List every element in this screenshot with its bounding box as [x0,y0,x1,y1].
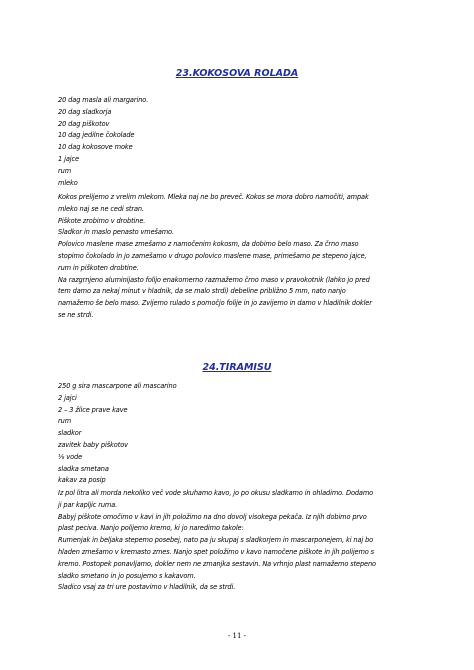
preparation-line: Rumenjak in beljaka stepemo posebej, nato pa ju skupaj s sladkorjem in mascarponejem, ki naj bo [58,536,374,545]
ingredient-line: 20 dag masla ali margarino. [58,96,149,104]
ingredient-line: mleko [58,178,78,187]
ingredient-line: 2 – 3 žlice prave kave [58,405,128,414]
preparation-line: Babyj piškote omočimo v kavi in jih položimo na dno dovolj visokega pekača. Iz njih dobimo prvo [58,512,367,521]
preparation-line: Kokos prelijemo z vrelim mlekom. Mleka naj ne bo preveč. Kokos se mora dobro namočiti, ampak [58,193,369,201]
preparation-line: kremo. Postopek ponavljamo, dokler nem ne zmanjka sestavin. Na vrhnjo plast namažemo stepeno [58,559,376,568]
preparation-line: hladen zmešamo v kremasto zmes. Nanjo spet položimo v kavo namočene piškote in jih polijemo s [58,547,374,556]
preparation-line: plast peciva. Nanjo polijemo kremo, ki jo naredimo takole: [58,524,244,533]
ingredient-line: sladka smetana [58,464,109,473]
preparation-line: se ne strdi. [58,310,94,319]
page-number: - 11 - [227,632,247,640]
ingredient-line: 1 jajce [58,154,79,163]
preparation-line: sladko smetano in jo posujemo s kakavom. [58,571,196,580]
ingredient-list-kokosova-rolada [58,95,148,189]
preparation-line: Piškote zrobimo v drobtine. [58,216,146,225]
ingredient-line: 250 g sira mascarpone ali mascarino [58,382,177,390]
preparation-line: Sladkor in maslo penasto vmešamo. [58,228,174,237]
recipe-title-kokosova-rolada: 23.KOKOSOVA ROLADA [175,68,299,79]
preparation-text-kokosova-rolada [58,192,428,322]
preparation-line: namažemo še belo maso. Zvijemo rulado s pomočjo folije in jo zavijemo in damo v hladilnik dokler [58,299,372,308]
preparation-line: rum in piškoten drobtine. [58,263,139,272]
recipe-title-tiramisu: 24.TIRAMISU [202,362,272,373]
ingredient-line: rum [58,417,72,426]
preparation-line: tem damo za nekaj minut v hladnik, da se malo strdi) debeline približno 5 mm, nato nanjo [58,287,346,296]
ingredient-line: 10 dag kokosove moke [58,143,133,152]
ingredient-line: kakav za posip [58,476,106,485]
ingredient-line: sladkor [58,429,82,438]
ingredient-line: rum [58,166,72,175]
preparation-line: Iz pol litra ali morda nekoliko več vode skuhamo kavo, jo po okusu sladkamo in ohladimo. Dodamo [58,489,374,497]
ingredient-line: 10 dag jedilne čokolade [58,131,135,140]
ingredient-list-tiramisu [58,381,177,487]
preparation-line: stopimo čokolado in jo zamešamo v drugo polovico maslene mase, primešamo pe stepeno jajce, [58,251,367,260]
preparation-line: Na razgrnjeno aluminijasto folijo enakomerno razmažemo črno maso v pravokotnik (lahko jo pred [58,275,370,284]
preparation-line: Polovico maslene mase zmešamo z namočenim kokosm, da dobimo belo maso. Za črno maso [58,240,359,249]
ingredient-line: ⅛ vode [58,452,83,461]
ingredient-line: zavitek baby piškotov [58,440,128,449]
ingredient-line: 20 dag piškotov [58,119,110,128]
preparation-text-tiramisu [58,488,428,594]
ingredient-line: 20 dag sladkorja [58,107,112,116]
ingredient-line: 2 jajci [58,393,77,402]
preparation-line: Sladico vsaj za tri ure postavimo v hladilnik, da se strdi. [58,583,236,592]
preparation-line: mleko naj se ne cedi stran. [58,204,144,213]
preparation-line: ji par kapljic ruma. [58,500,118,509]
